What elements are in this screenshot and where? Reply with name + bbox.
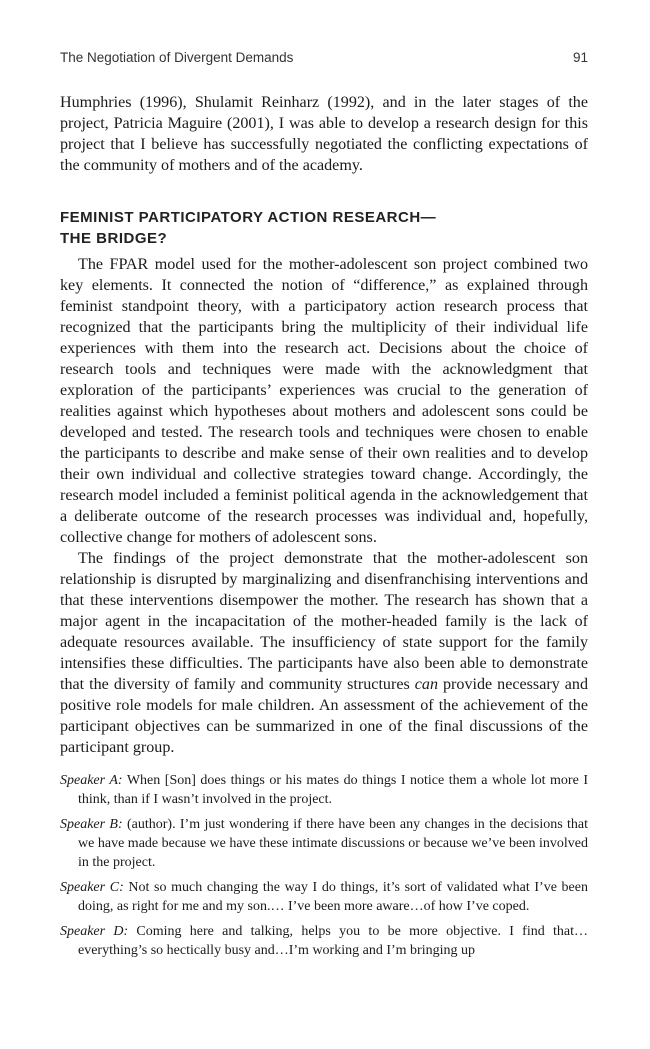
- book-page: [60, 50, 588, 966]
- participant-quotes: [60, 771, 588, 960]
- section-heading-line2: THE BRIDGE?: [60, 230, 168, 247]
- paragraph-2-text-before: The findings of the project demonstrate that the mother-adolescent son relationship is disrupted by marginalizing and disenfranchising interventions and that these interventions disempower the mother. The research has shown that a major agent in the incapacitation of the mother-headed family is the lack of adequate resources available. The insufficiency of state support for the family intensifies these difficulties. The participants have also been able to demonstrate that the diversity of family and community structures: [60, 550, 588, 693]
- section-heading: [60, 207, 588, 249]
- emphasized-word: can: [414, 676, 438, 693]
- intro-paragraph: Humphries (1996), Shulamit Reinharz (1992), and in the later stages of the project, Patricia Maguire (2001), I was able to develop a research design for this project that I believe has successfully negotiated the conflicting expectations of the community of mothers and of the academy.: [60, 94, 588, 174]
- quote-speaker-a: [60, 771, 588, 809]
- page-number: 91: [572, 50, 588, 65]
- quote-speaker-b: [60, 815, 588, 872]
- quote-text: Not so much changing the way I do things, it’s sort of validated what I’ve been doing, as right for me and my son.… I’ve been more aware…of how I’ve coped.: [78, 880, 588, 914]
- quote-text: Coming here and talking, helps you to be more objective. I find that…everything’s so hectically busy and…I’m working and I’m bringing up: [78, 924, 588, 958]
- speaker-label: Speaker D:: [60, 924, 129, 939]
- quote-speaker-d: [60, 922, 588, 960]
- quote-speaker-c: [60, 878, 588, 916]
- quote-text: (author). I’m just wondering if there have been any changes in the decisions that we have made because we have these intimate discussions or because we’ve been involved in the project.: [78, 817, 588, 870]
- running-header: [60, 50, 588, 65]
- speaker-label: Speaker B:: [60, 817, 123, 832]
- speaker-label: Speaker C:: [60, 880, 124, 895]
- body-paragraph-2: [60, 548, 588, 758]
- paragraph-2-text-after: provide necessary and positive role models for male children. An assessment of the achievement of the participant objectives can be summarized in one of the final discussions of the participant group.: [60, 676, 588, 756]
- running-title: The Negotiation of Divergent Demands: [60, 50, 294, 65]
- quote-text: When [Son] does things or his mates do things I notice them a whole lot more I think, than if I wasn’t involved in the project.: [78, 773, 588, 807]
- body-paragraph-1: The FPAR model used for the mother-adolescent son project combined two key elements. It connected the notion of “difference,” as explained through feminist standpoint theory, with a participatory action research process that recognized that the participants bring the multiplicity of their individual life experiences with them into the research act. Decisions about the choice of research tools and techniques were made with the acknowledgment that exploration of the participants’ experiences was crucial to the generation of realities against which hypotheses about mothers and adolescent sons could be developed and tested. The research tools and techniques were chosen to enable the participants to describe and make sense of their own realities and to develop their own individual and collective strategies toward change. Accordingly, the research model included a feminist political agenda in the acknowledgement that a deliberate outcome of the research processes was individual and, hopefully, collective change for mothers of adolescent sons.: [60, 256, 588, 546]
- speaker-label: Speaker A:: [60, 773, 123, 788]
- section-heading-line1: FEMINIST PARTICIPATORY ACTION RESEARCH—: [60, 209, 437, 226]
